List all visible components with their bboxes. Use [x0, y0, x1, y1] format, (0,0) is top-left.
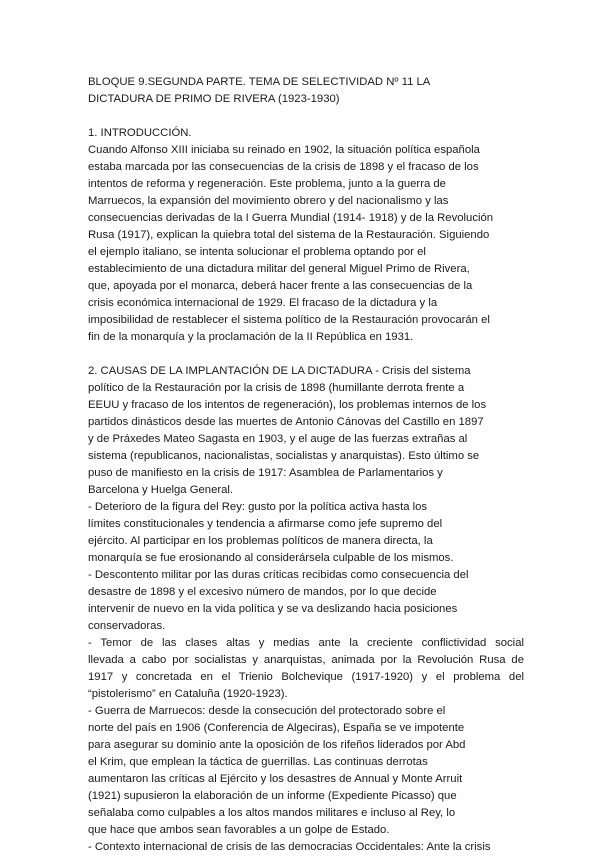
paragraph-line: Rusa (1917), explican la quiebra total del sistema de la Restauración. Siguiendo	[88, 229, 490, 241]
paragraph-line: (1921) supusieron la elaboración de un informe (Expediente Picasso) que	[88, 790, 457, 802]
paragraph-line: 1917 y concretada en el Trienio Bolchevique (1917-1920) y el problema del	[88, 671, 524, 683]
paragraph-line: EEUU y fracaso de los intentos de regeneración), los problemas internos de los	[88, 399, 487, 411]
paragraph-line: imposibilidad de restablecer el sistema político de la Restauración provocarán el	[88, 314, 490, 326]
paragraph-line: establecimiento de una dictadura militar del general Miguel Primo de Rivera,	[88, 263, 470, 275]
paragraph-line: - Descontento militar por las duras críticas recibidas como consecuencia del	[88, 569, 469, 581]
paragraph-line: - Contexto internacional de crisis de las democracias Occidentales: Ante la crisis	[88, 841, 491, 853]
title-line: BLOQUE 9.SEGUNDA PARTE. TEMA DE SELECTIVIDAD Nº 11 LA	[88, 76, 431, 88]
paragraph-line: crisis económica internacional de 1929. El fracaso de la dictadura y la	[88, 297, 438, 309]
paragraph-line: estaba marcada por las consecuencias de la crisis de 1898 y el fracaso de los	[88, 161, 479, 173]
paragraph-line: señalaba como culpables a los altos mandos militares e incluso al Rey, lo	[88, 807, 456, 819]
document-title	[88, 74, 524, 108]
paragraph-line: partidos dinásticos desde las muertes de Antonio Cánovas del Castillo en 1897	[88, 416, 484, 428]
spacer	[88, 346, 524, 363]
spacer	[88, 108, 524, 125]
paragraph-line: sistema (republicanos, nacionalistas, socialistas y anarquistas). Esto último se	[88, 450, 480, 462]
title-line: DICTADURA DE PRIMO DE RIVERA (1923-1930)	[88, 93, 340, 105]
paragraph-line: - Deterioro de la figura del Rey: gusto por la política activa hasta los	[88, 501, 428, 513]
paragraph-line: “pistolerismo” en Cataluña (1920-1923).	[88, 688, 288, 700]
paragraph-line: - Guerra de Marruecos: desde la consecución del protectorado sobre el	[88, 705, 446, 717]
paragraph-line: puso de manifiesto en la crisis de 1917: Asamblea de Parlamentarios y	[88, 467, 443, 479]
section-heading-line: 2. CAUSAS DE LA IMPLANTACIÓN DE LA DICTADURA - Crisis del sistema	[88, 365, 471, 377]
paragraph-line: fin de la monarquía y la proclamación de la II República en 1931.	[88, 331, 414, 343]
paragraph-line: el Krim, que emplean la táctica de guerrillas. Las continuas derrotas	[88, 756, 428, 768]
section-causas	[88, 363, 524, 856]
paragraph-line: límites constitucionales y tendencia a afirmarse como jefe supremo del	[88, 518, 443, 530]
paragraph-line: intervenir de nuevo en la vida política y se va deslizando hacia posiciones	[88, 603, 458, 615]
paragraph-line: para asegurar su dominio ante la oposición de los rifeños liderados por Abd	[88, 739, 466, 751]
section-heading: 1. INTRODUCCIÓN.	[88, 127, 192, 139]
paragraph-line: político de la Restauración por la crisis de 1898 (humillante derrota frente a	[88, 382, 465, 394]
paragraph-line: y de Práxedes Mateo Sagasta en 1903, y el auge de las fuerzas extrañas al	[88, 433, 468, 445]
section-introduccion	[88, 125, 524, 346]
paragraph-line: Marruecos, la expansión del movimiento obrero y del nacionalismo y las	[88, 195, 449, 207]
document-body	[88, 74, 524, 856]
paragraph-line: ejército. Al participar en los problemas políticos de manera directa, la	[88, 535, 433, 547]
paragraph-line: - Temor de las clases altas y medias ante la creciente conflictividad social	[88, 637, 524, 649]
paragraph-line: aumentaron las críticas al Ejército y los desastres de Annual y Monte Arruit	[88, 773, 463, 785]
paragraph-line: consecuencias derivadas de la I Guerra Mundial (1914- 1918) y de la Revolución	[88, 212, 494, 224]
paragraph-line: conservadoras.	[88, 620, 166, 632]
paragraph-line: intentos de reforma y regeneración. Este problema, junto a la guerra de	[88, 178, 446, 190]
paragraph-line: que, apoyada por el monarca, deberá hacer frente a las consecuencias de la	[88, 280, 473, 292]
paragraph-line: norte del país en 1906 (Conferencia de Algeciras), España se ve impotente	[88, 722, 465, 734]
paragraph-line: el ejemplo italiano, se intenta solucionar el problema optando por el	[88, 246, 426, 258]
paragraph-line: Barcelona y Huelga General.	[88, 484, 234, 496]
paragraph-line: monarquía se fue erosionando al considerársela culpable de los mismos.	[88, 552, 454, 564]
paragraph-line: desastre de 1898 y el excesivo número de mandos, por lo que decide	[88, 586, 437, 598]
paragraph-line: llevada a cabo por socialistas y anarquistas, animada por la Revolución Rusa de	[88, 654, 524, 666]
paragraph-line: que hace que ambos sean favorables a un golpe de Estado.	[88, 824, 390, 836]
paragraph-line: Cuando Alfonso XIII iniciaba su reinado en 1902, la situación política española	[88, 144, 480, 156]
